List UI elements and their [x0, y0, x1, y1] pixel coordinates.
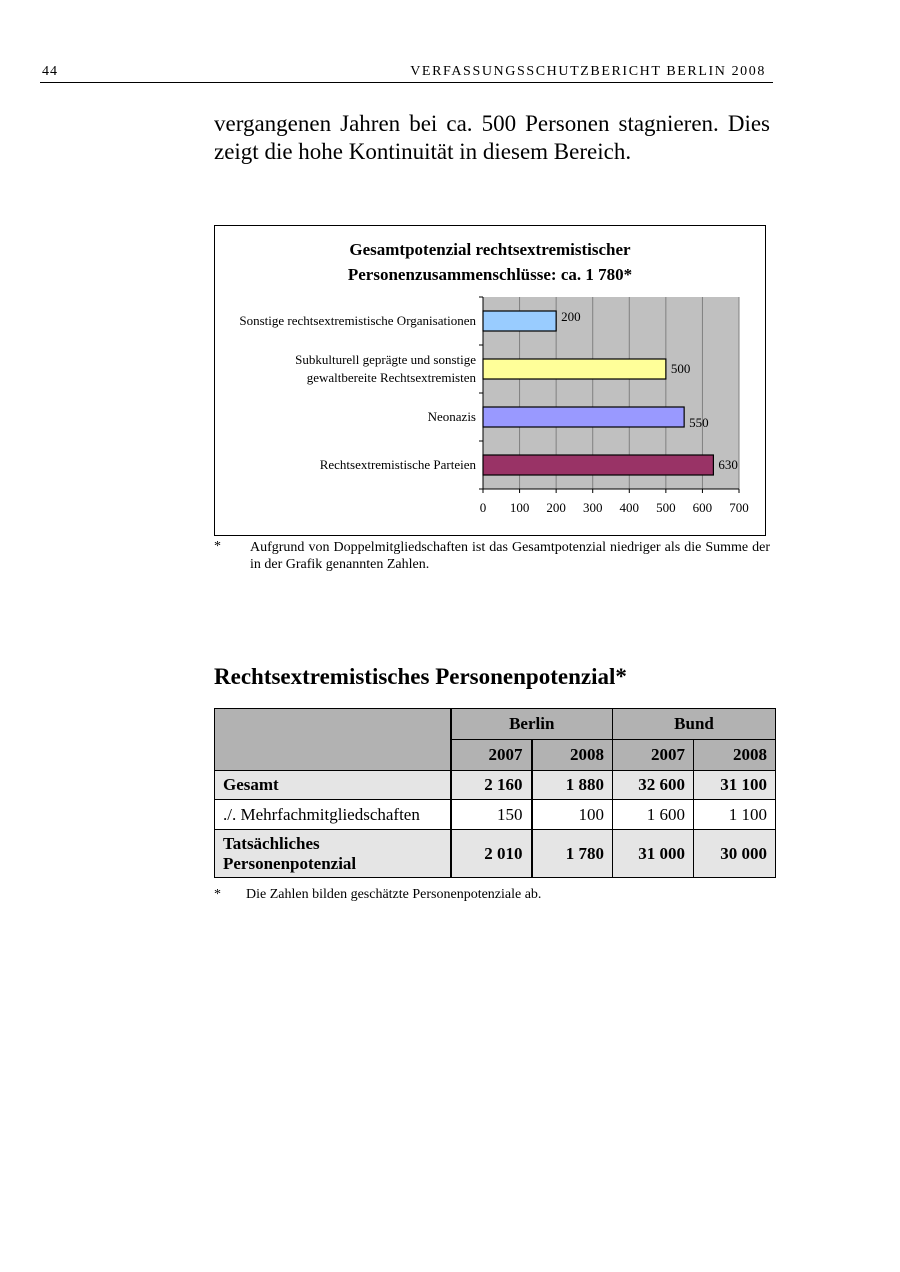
- year-header: 2007: [451, 740, 532, 771]
- bar-chart: [214, 225, 766, 536]
- year-header: 2008: [532, 740, 613, 771]
- row-label: [215, 830, 451, 878]
- year-header: 2008: [694, 740, 776, 771]
- row-label: ./. Mehrfachmitgliedschaften: [215, 800, 451, 830]
- table-cell: 1 100: [694, 800, 776, 830]
- bar: [483, 407, 684, 427]
- chart-footnote-text: Aufgrund von Doppelmitgliedschaften ist das Gesamtpotenzial niedriger als die Summe der in der Grafik genannten Zahlen.: [250, 540, 770, 572]
- table-row: [215, 830, 776, 878]
- row-label: Gesamt: [215, 771, 451, 800]
- x-tick-label: 100: [509, 500, 530, 515]
- x-tick-label: 300: [582, 500, 603, 515]
- x-tick-label: 600: [692, 500, 713, 515]
- bar-value-label: 550: [689, 415, 709, 430]
- bar: [483, 359, 666, 379]
- category-label: Rechtsextremistische Parteien: [319, 457, 476, 472]
- bar-value-label: 200: [561, 309, 581, 324]
- year-header: 2007: [613, 740, 694, 771]
- table-row: [215, 800, 776, 830]
- group-header-berlin: Berlin: [451, 709, 613, 740]
- x-tick-label: 0: [479, 500, 487, 515]
- running-title: VERFASSUNGSSCHUTZBERICHT BERLIN 2008: [410, 64, 766, 79]
- category-label: gewaltbereite Rechtsextremisten: [306, 370, 476, 385]
- header-rule: [40, 82, 773, 83]
- chart-footnote-marker: *: [214, 539, 221, 554]
- table-row: [215, 771, 776, 800]
- row-label-line-2: Personenpotenzial: [223, 853, 357, 873]
- personenpotenzial-table: [214, 708, 776, 878]
- table-cell: 1 600: [613, 800, 694, 830]
- table-cell: 30 000: [694, 830, 776, 878]
- intro-line-2: zeigt die hohe Kontinuität in diesem Bereich.: [214, 139, 632, 164]
- x-tick-label: 400: [619, 500, 640, 515]
- bar-value-label: 500: [670, 361, 691, 376]
- x-tick-label: 500: [656, 500, 676, 515]
- table-group-header-row: [215, 709, 776, 740]
- category-label: Sonstige rechtsextremistische Organisationen: [239, 313, 476, 328]
- category-label: Subkulturell geprägte und sonstige: [295, 352, 476, 367]
- table-cell: 2 010: [451, 830, 532, 878]
- table-cell: 1 780: [532, 830, 613, 878]
- table-footnote-text: Die Zahlen bilden geschätzte Personenpotenziale ab.: [246, 887, 542, 902]
- category-label: Neonazis: [427, 409, 476, 424]
- table-cell: 32 600: [613, 771, 694, 800]
- table-cell: 2 160: [451, 771, 532, 800]
- chart-title-line-2: Personenzusammenschlüsse: ca. 1 780*: [347, 265, 633, 284]
- table-footnote-marker: *: [214, 887, 221, 902]
- bar: [483, 455, 713, 475]
- table-corner-cell: [215, 709, 451, 771]
- table-cell: 100: [532, 800, 613, 830]
- x-tick-label: 200: [546, 500, 566, 515]
- row-label-line-1: Tatsächliches: [223, 833, 320, 853]
- page-number: 44: [42, 64, 58, 79]
- table-heading: Rechtsextremistisches Personenpotenzial*: [214, 664, 627, 689]
- x-tick-label: 700: [729, 500, 749, 515]
- intro-line-1: vergangenen Jahren bei ca. 500 Personen stagnieren. Dies: [214, 111, 770, 136]
- bar: [483, 311, 556, 331]
- table-cell: 31 000: [613, 830, 694, 878]
- table-cell: 1 880: [532, 771, 613, 800]
- intro-paragraph: [214, 110, 770, 166]
- chart-title-line-1: Gesamtpotenzial rechtsextremistischer: [349, 240, 631, 259]
- table-cell: 31 100: [694, 771, 776, 800]
- table-cell: 150: [451, 800, 532, 830]
- bar-value-label: 630: [718, 457, 738, 472]
- group-header-bund: Bund: [613, 709, 776, 740]
